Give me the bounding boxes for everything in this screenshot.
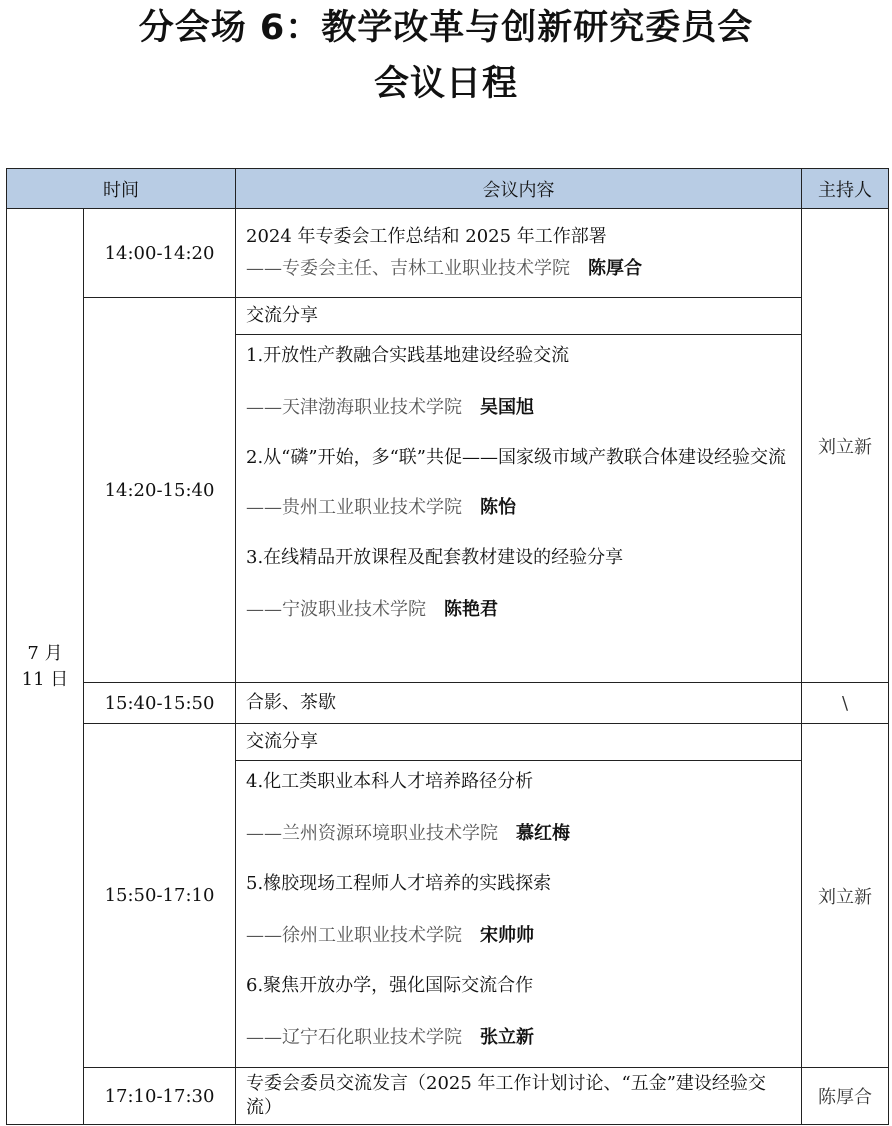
speaker-name: 陈艳君: [444, 599, 498, 620]
date-cell: [7, 209, 84, 1125]
speaker-name: 陈厚合: [588, 258, 642, 279]
table-row: [7, 298, 889, 335]
share-item-speaker: [246, 393, 791, 423]
speaker-name: 张立新: [480, 1027, 534, 1048]
share-item-title: 2.从“磷”开始，多“联”共促——国家级市域产教联合体建设经验交流: [246, 447, 786, 468]
table-row: [7, 683, 889, 724]
content-cell: [236, 1068, 802, 1125]
header-content: 会议内容: [236, 169, 802, 209]
speaker-line: [246, 253, 791, 285]
share-item-title: 6.聚焦开放办学，强化国际交流合作: [246, 975, 534, 996]
content-cell: [236, 683, 802, 724]
speaker-org: ——天津渤海职业技术学院: [246, 397, 462, 418]
speaker-name: 慕红梅: [516, 823, 570, 844]
share-item-speaker: [246, 819, 791, 849]
date-day: 11 日: [21, 668, 69, 690]
speaker-org: ——徐州工业职业技术学院: [246, 925, 462, 946]
share-item-title: 4.化工类职业本科人才培养路径分析: [246, 771, 534, 792]
host-cell: 刘立新: [802, 209, 889, 683]
speaker-name: 陈怡: [480, 497, 516, 518]
share-items: [236, 761, 802, 1068]
agenda-item-title: 专委会委员交流发言（2025 年工作计划讨论、“五金”建设经验交流）: [246, 1073, 766, 1118]
page-subtitle: 会议日程: [373, 64, 518, 104]
table-row: [7, 724, 889, 761]
share-item-speaker: [246, 493, 791, 523]
host-cell: \: [802, 683, 889, 724]
schedule-table: [6, 168, 889, 1125]
header-time: 时间: [7, 169, 236, 209]
header-host: 主持人: [802, 169, 889, 209]
time-cell: 14:20-15:40: [84, 298, 236, 683]
share-header: 交流分享: [236, 298, 802, 335]
speaker-org: ——兰州资源环境职业技术学院: [246, 823, 498, 844]
share-item-speaker: [246, 595, 791, 625]
host-cell: 刘立新: [802, 724, 889, 1068]
table-row: [7, 1068, 889, 1125]
share-item-title: 5.橡胶现场工程师人才培养的实践探索: [246, 873, 552, 894]
agenda-item-title: 2024 年专委会工作总结和 2025 年工作部署: [246, 226, 607, 247]
time-cell: 15:40-15:50: [84, 683, 236, 724]
time-cell: 15:50-17:10: [84, 724, 236, 1068]
speaker-org: ——宁波职业技术学院: [246, 599, 426, 620]
share-items: [236, 335, 802, 683]
speaker-org: ——贵州工业职业技术学院: [246, 497, 462, 518]
share-item-title: 1.开放性产教融合实践基地建设经验交流: [246, 345, 570, 366]
table-row: [7, 209, 889, 298]
date-month: 7 月: [27, 642, 63, 664]
content-cell: [236, 209, 802, 298]
share-item-speaker: [246, 1023, 791, 1053]
time-cell: 14:00-14:20: [84, 209, 236, 298]
speaker-org: ——专委会主任、吉林工业职业技术学院: [246, 258, 570, 279]
table-header-row: [7, 169, 889, 209]
page-title: 分会场 6：教学改革与创新研究委员会: [138, 8, 754, 48]
speaker-name: 宋帅帅: [480, 925, 534, 946]
share-item-title: 3.在线精品开放课程及配套教材建设的经验分享: [246, 547, 624, 568]
speaker-name: 吴国旭: [480, 397, 534, 418]
time-cell: 17:10-17:30: [84, 1068, 236, 1125]
speaker-org: ——辽宁石化职业技术学院: [246, 1027, 462, 1048]
host-cell: 陈厚合: [802, 1068, 889, 1125]
share-header: 交流分享: [236, 724, 802, 761]
share-item-speaker: [246, 921, 791, 951]
agenda-item-title: 合影、茶歇: [246, 692, 336, 713]
